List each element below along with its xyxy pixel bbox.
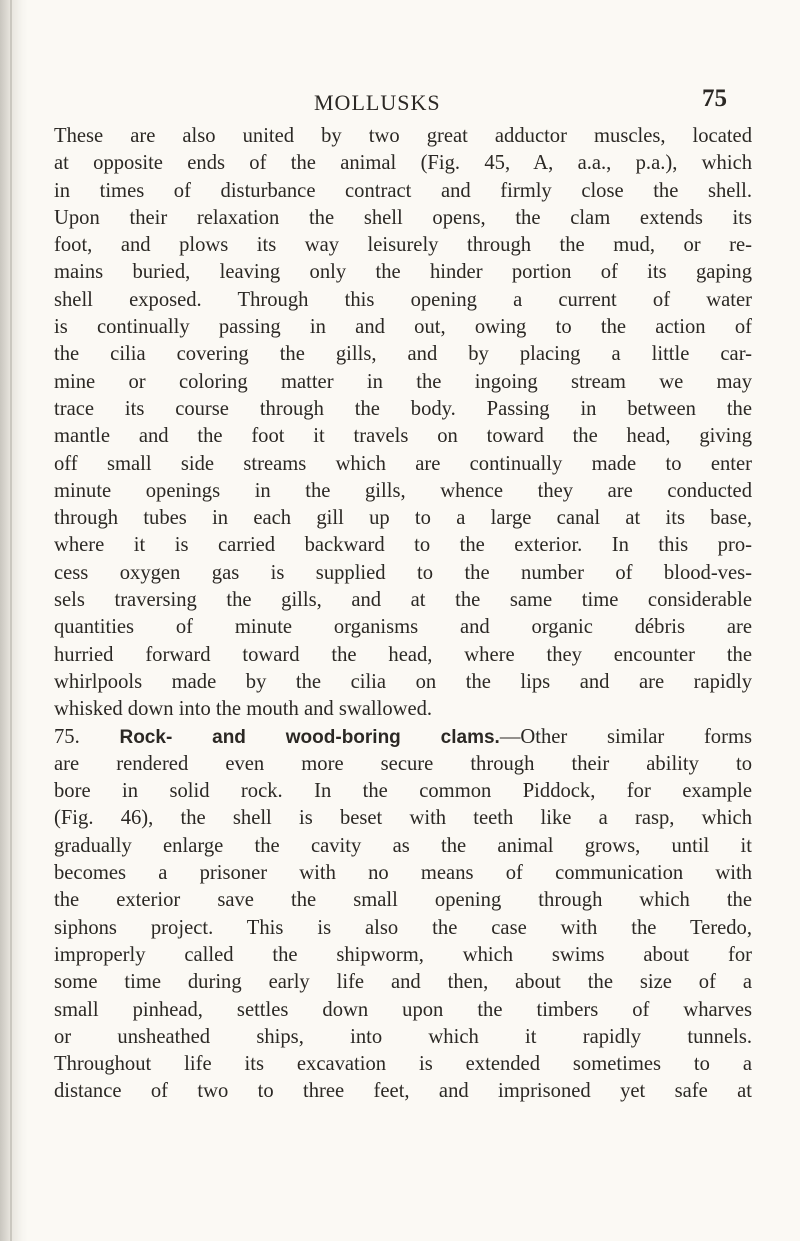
text-line: These are also united by two great adductor muscles, located xyxy=(54,125,752,147)
text-line: through tubes in each gill up to a large canal at its base, xyxy=(54,507,752,530)
text-line: sels traversing the gills, and at the same time considerable xyxy=(54,589,752,612)
text-line: mantle and the foot it travels on toward the head, giving xyxy=(54,425,752,448)
page-gutter-shadow xyxy=(0,0,28,1241)
section-first-line-rest: —Other similar forms xyxy=(499,725,752,748)
text-line: the cilia covering the gills, and by placing a little car- xyxy=(54,343,752,366)
text-line: in times of disturbance contract and firmly close the shell. xyxy=(54,179,752,202)
text-line: are rendered even more secure through their ability to xyxy=(54,752,752,775)
text-line: the exterior save the small opening through which the xyxy=(54,889,752,912)
text-line: minute openings in the gills, whence they are conducted xyxy=(54,479,752,502)
running-head: MOLLUSKS xyxy=(314,90,441,115)
text-line: whirlpools made by the cilia on the lips and are rapidly xyxy=(54,670,752,693)
text-line: improperly called the shipworm, which swims about for xyxy=(54,943,752,966)
text-line: hurried forward toward the head, where they encounter the xyxy=(54,643,752,666)
text-line: becomes a prisoner with no means of communication with xyxy=(54,862,752,885)
text-line: at opposite ends of the animal (Fig. 45, A, a.a., p.a.), which xyxy=(54,152,752,175)
text-line: bore in solid rock. In the common Piddock, for example xyxy=(54,780,752,803)
page-number: 75 xyxy=(702,85,727,112)
binding-edge xyxy=(10,0,12,1241)
text-line: small pinhead, settles down upon the timbers of wharves xyxy=(54,998,752,1021)
text-line: some time during early life and then, about the size of a xyxy=(54,971,752,994)
text-line: gradually enlarge the cavity as the animal grows, until it xyxy=(54,834,752,857)
page-header xyxy=(0,85,800,118)
section-first-line xyxy=(54,724,752,751)
text-line: mine or coloring matter in the ingoing stream we may xyxy=(54,370,752,393)
body-text xyxy=(54,123,752,1106)
text-line: cess oxygen gas is supplied to the number of blood-ves- xyxy=(54,561,752,584)
text-line: or unsheathed ships, into which it rapidly tunnels. xyxy=(54,1025,752,1048)
section-number: 75. xyxy=(54,725,80,748)
text-line: trace its course through the body. Passing in between the xyxy=(54,397,752,420)
text-line: distance of two to three feet, and imprisoned yet safe at xyxy=(54,1080,752,1103)
text-line: is continually passing in and out, owing to the action of xyxy=(54,316,752,339)
text-line: shell exposed. Through this opening a current of water xyxy=(54,288,752,311)
text-line: where it is carried backward to the exterior. In this pro- xyxy=(54,534,752,557)
text-line: mains buried, leaving only the hinder portion of its gaping xyxy=(54,261,752,284)
text-line: Upon their relaxation the shell opens, the clam extends its xyxy=(54,206,752,229)
text-line: foot, and plows its way leisurely through the mud, or re- xyxy=(54,234,752,257)
section-heading: Rock- and wood-boring clams. xyxy=(119,726,500,748)
text-line: off small side streams which are continually made to enter xyxy=(54,452,752,475)
text-line: siphons project. This is also the case with the Teredo, xyxy=(54,916,752,939)
text-line: Throughout life its excavation is extended sometimes to a xyxy=(54,1053,752,1076)
text-line: (Fig. 46), the shell is beset with teeth like a rasp, which xyxy=(54,807,752,830)
text-line: whisked down into the mouth and swallowed. xyxy=(54,698,433,721)
text-line: quantities of minute organisms and organic débris are xyxy=(54,616,752,639)
